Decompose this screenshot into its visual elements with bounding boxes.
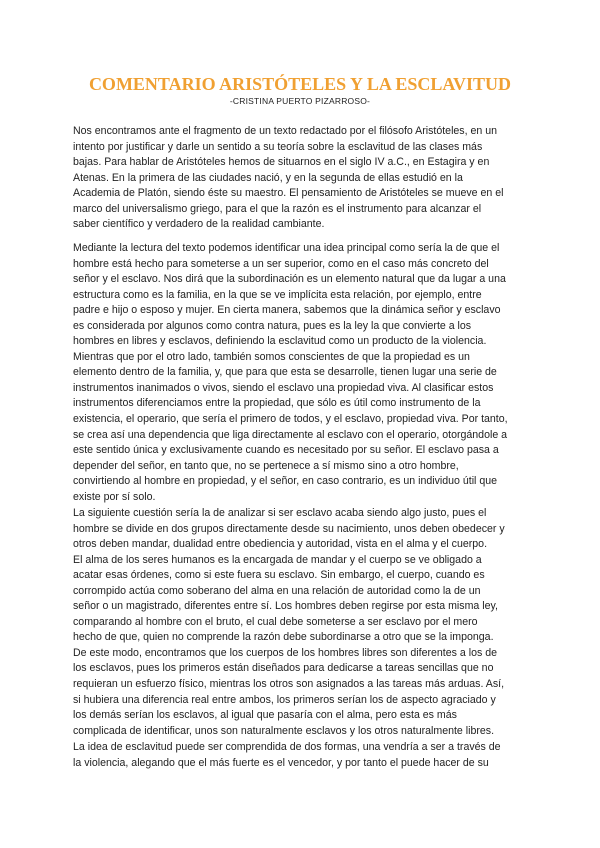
paragraph-line: Mediante la lectura del texto podemos identificar una idea principal como sería la de que el — [73, 242, 500, 254]
paragraph-line: complicada de identificar, unos son naturalmente esclavos y los otros naturalmente libres. — [73, 724, 495, 737]
paragraph-line: este sentido única y exclusivamente cuando es necesitado por su señor. El esclavo pasa a — [73, 444, 499, 457]
paragraph-line: hecho de que, quien no comprende la razón debe subordinarse a otro que se la imponga. — [73, 631, 494, 644]
paragraph-line: El alma de los seres humanos es la encargada de mandar y el cuerpo se ve obligado a — [73, 553, 482, 566]
paragraph-line: instrumentos diferenciamos entre la propiedad, que sólo es útil como instrumento de la — [73, 397, 481, 410]
paragraph-line: hombre está hecho para someterse a un ser superior, como en el caso más concreto del — [73, 257, 489, 270]
paragraph-line: bajas. Para hablar de Aristóteles hemos de situarnos en el siglo IV a.C., en Estagira y en — [73, 156, 490, 169]
document-author: -CRISTINA PUERTO PIZARROSO- — [229, 96, 371, 106]
paragraph-line: se crea así una dependencia que liga directamente al esclavo con el operario, otorgándole a — [73, 428, 508, 441]
paragraph-line: depender del señor, en tanto que, no se pertenece a sí mismo sino a otro hombre, — [73, 459, 459, 472]
paragraph-line: señor y el esclavo. Nos dirá que la subordinación es un elemento natural que da lugar a una — [73, 273, 506, 286]
paragraph-line: hombres en libres y esclavos, definiendo la esclavitud como un producto de la violencia. — [73, 335, 487, 348]
paragraph-4 — [73, 740, 525, 771]
paragraph-line: existencia, el operario, que sería el primero de todos, y el esclavo, propiedad viva. Por tanto, — [73, 413, 508, 426]
paragraph-line: marco del universalismo griego, para el que la razón es el instrumento para alcanzar el — [73, 202, 482, 215]
paragraph-3 — [73, 506, 525, 739]
paragraph-line: señor o un magistrado, diferentes entre sí. Los hombres deben regirse por esta misma ley, — [73, 600, 498, 613]
paragraph-1 — [73, 124, 525, 233]
paragraph-line: La siguiente cuestión sería la de analizar si ser esclavo acaba siendo algo justo, pues el — [73, 507, 487, 519]
paragraph-line: Nos encontramos ante el fragmento de un texto redactado por el filósofo Aristóteles, en un — [73, 125, 498, 137]
paragraph-line: comparando al hombre con el bruto, el cual debe someterse a ser esclavo por el mero — [73, 615, 478, 628]
paragraph-line: De este modo, encontramos que los cuerpos de los hombres libres son diferentes a los de — [73, 646, 497, 659]
paragraph-line: La idea de esclavitud puede ser comprendida de dos formas, una vendría a ser a través de — [73, 741, 501, 753]
paragraph-line: convirtiendo al hombre en propiedad, y el señor, en caso contrario, es un individuo útil que — [73, 475, 498, 488]
paragraph-line: requieran un esfuerzo físico, mientras los otros son asignados a las tareas más arduas. Así, — [73, 678, 505, 691]
paragraph-2 — [73, 241, 525, 505]
paragraph-line: hombre se divide en dos grupos directamente desde su nacimiento, unos deben obedecer y — [73, 522, 505, 535]
paragraph-line: instrumentos inanimados o vivos, siendo el esclavo una propiedad viva. Al clasificar estos — [73, 381, 494, 394]
document-title: COMENTARIO ARISTÓTELES Y LA ESCLAVITUD — [88, 74, 512, 94]
paragraph-line: los demás serían los esclavos, al igual que pasaría con el alma, pero esta es más — [73, 709, 457, 722]
paragraph-line: estructura como es la familia, en la que se ve implícita esta relación, por ejemplo, entre — [73, 288, 482, 301]
paragraph-line: Academia de Platón, siendo éste su maestro. El pensamiento de Aristóteles se mueve en el — [73, 187, 504, 200]
paragraph-line: la violencia, alegando que el más fuerte es el vencedor, y por tanto el puede hacer de su — [73, 756, 489, 769]
paragraph-line: es considerada por algunos como contra natura, pues es la ley la que convierte a los — [73, 319, 472, 332]
paragraph-line: si hubiera una diferencia real entre ambos, los primeros serían los de aspecto agraciado y — [73, 693, 496, 706]
paragraph-line: acatar esas órdenes, como si este fuera su esclavo. Sin embargo, el cuerpo, cuando es — [73, 569, 485, 582]
paragraph-line: otros deben mandar, dualidad entre obediencia y autoridad, vista en el alma y el cuerpo. — [73, 538, 488, 551]
paragraph-line: Atenas. En la primera de las ciudades nació, y en la segunda de ellas estudió en la — [73, 171, 463, 184]
paragraph-line: existe por sí solo. — [73, 490, 156, 503]
paragraph-line: Mientras que por el otro lado, también somos conscientes de que la propiedad es un — [73, 350, 470, 363]
paragraph-line: saber científico y verdadero de la realidad cambiante. — [73, 218, 325, 231]
paragraph-line: intento por justificar y darle un sentido a su teoría sobre la esclavitud de las clases más — [73, 140, 483, 153]
paragraph-line: corrompido actúa como soberano del alma en una relación de autoridad como la de un — [73, 584, 481, 597]
paragraph-line: elemento dentro de la familia, y, que para que esta se desarrolle, tienen lugar una serie de — [73, 366, 497, 379]
paragraph-line: los esclavos, pues los primeros están diseñados para dedicarse a tareas sencillas que no — [73, 662, 494, 675]
paragraph-line: padre e hijo o esposo y mujer. En cierta manera, sabemos que la dinámica señor y esclavo — [73, 304, 501, 317]
